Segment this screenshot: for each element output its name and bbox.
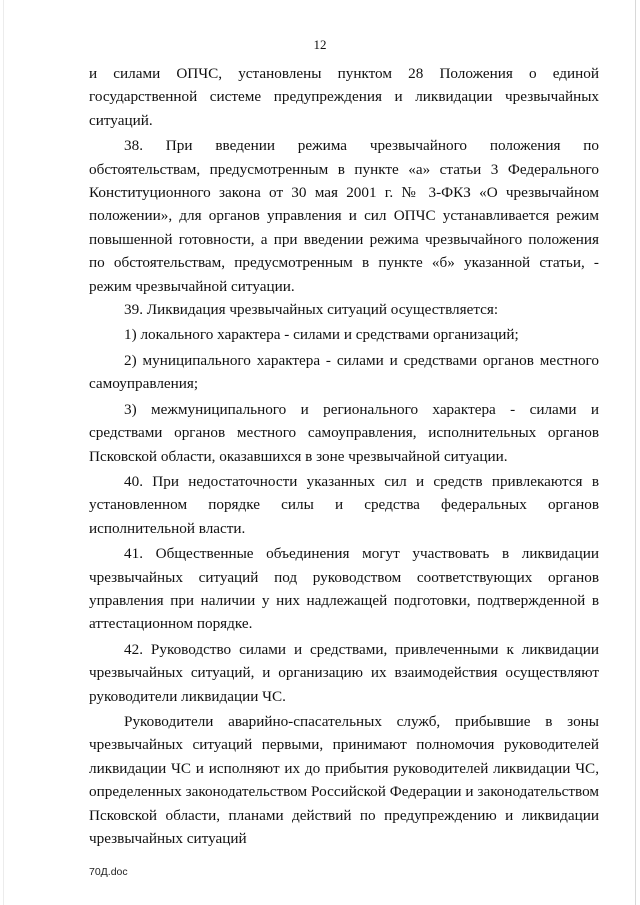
paragraph-42-continuation: Руководители аварийно-спасательных служб, прибывшие в зоны чрезвычайных ситуаций первыми, принимают полномочия руководителей ликвидации ЧС и исполняют их до прибытия руководителей ликвидации ЧС, определенных законодательством Российской Федерации и законодательством Псковской области, планами действий по предупреждению и ликвидации чрезвычайных ситуаций [89,712,599,847]
paragraph-39-item-1: 1) локального характера - силами и средствами организаций; [124,326,519,344]
page-edge-left [3,0,4,905]
page-edge-right [635,0,636,905]
paragraph-42: 42. Руководство силами и средствами, привлеченными к ликвидации чрезвычайных ситуаций, и организацию их взаимодействия осуществляют руководители ликвидации ЧС. [89,640,599,705]
paragraph-38: 38. При введении режима чрезвычайного положения по обстоятельствам, предусмотренным в пункте «а» статьи 3 Федерального Конституционного закона от 30 мая 2001 г. № 3-ФКЗ «О чрезвычайном положении», для органов управления и сил ОПЧС устанавливается режим повышенной готовности, а при введении режима чрезвычайного положения по обстоятельствам, предусмотренным в пункте «б» указанной статьи, - режим чрезвычайной ситуации. [89,137,599,295]
paragraph-continuation: и силами ОПЧС, установлены пунктом 28 Положения о единой государственной системе предупреждения и ликвидации чрезвычайных ситуаций. [89,65,599,129]
paragraph-40: 40. При недостаточности указанных сил и средств привлекаются в установленном порядке силы и средства федеральных органов исполнительной власти. [89,472,599,537]
paragraph-39-item-3: 3) межмуниципального и регионального характера - силами и средствами органов местного самоуправления, исполнительных органов Псковской области, оказавшихся в зоне чрезвычайной ситуации. [89,400,599,465]
document-body [89,62,599,850]
paragraph-39-item-2: 2) муниципального характера - силами и средствами органов местного самоуправления; [89,351,599,393]
paragraph-39: 39. Ликвидация чрезвычайных ситуаций осуществляется: [124,301,499,319]
page-number: 12 [313,37,327,52]
paragraph-41: 41. Общественные объединения могут участвовать в ликвидации чрезвычайных ситуаций под руководством соответствующих органов управления при наличии у них надлежащей подготовки, подтвержденной в аттестационном порядке. [89,545,599,633]
footer-filename: 70Д.doc [89,866,128,878]
